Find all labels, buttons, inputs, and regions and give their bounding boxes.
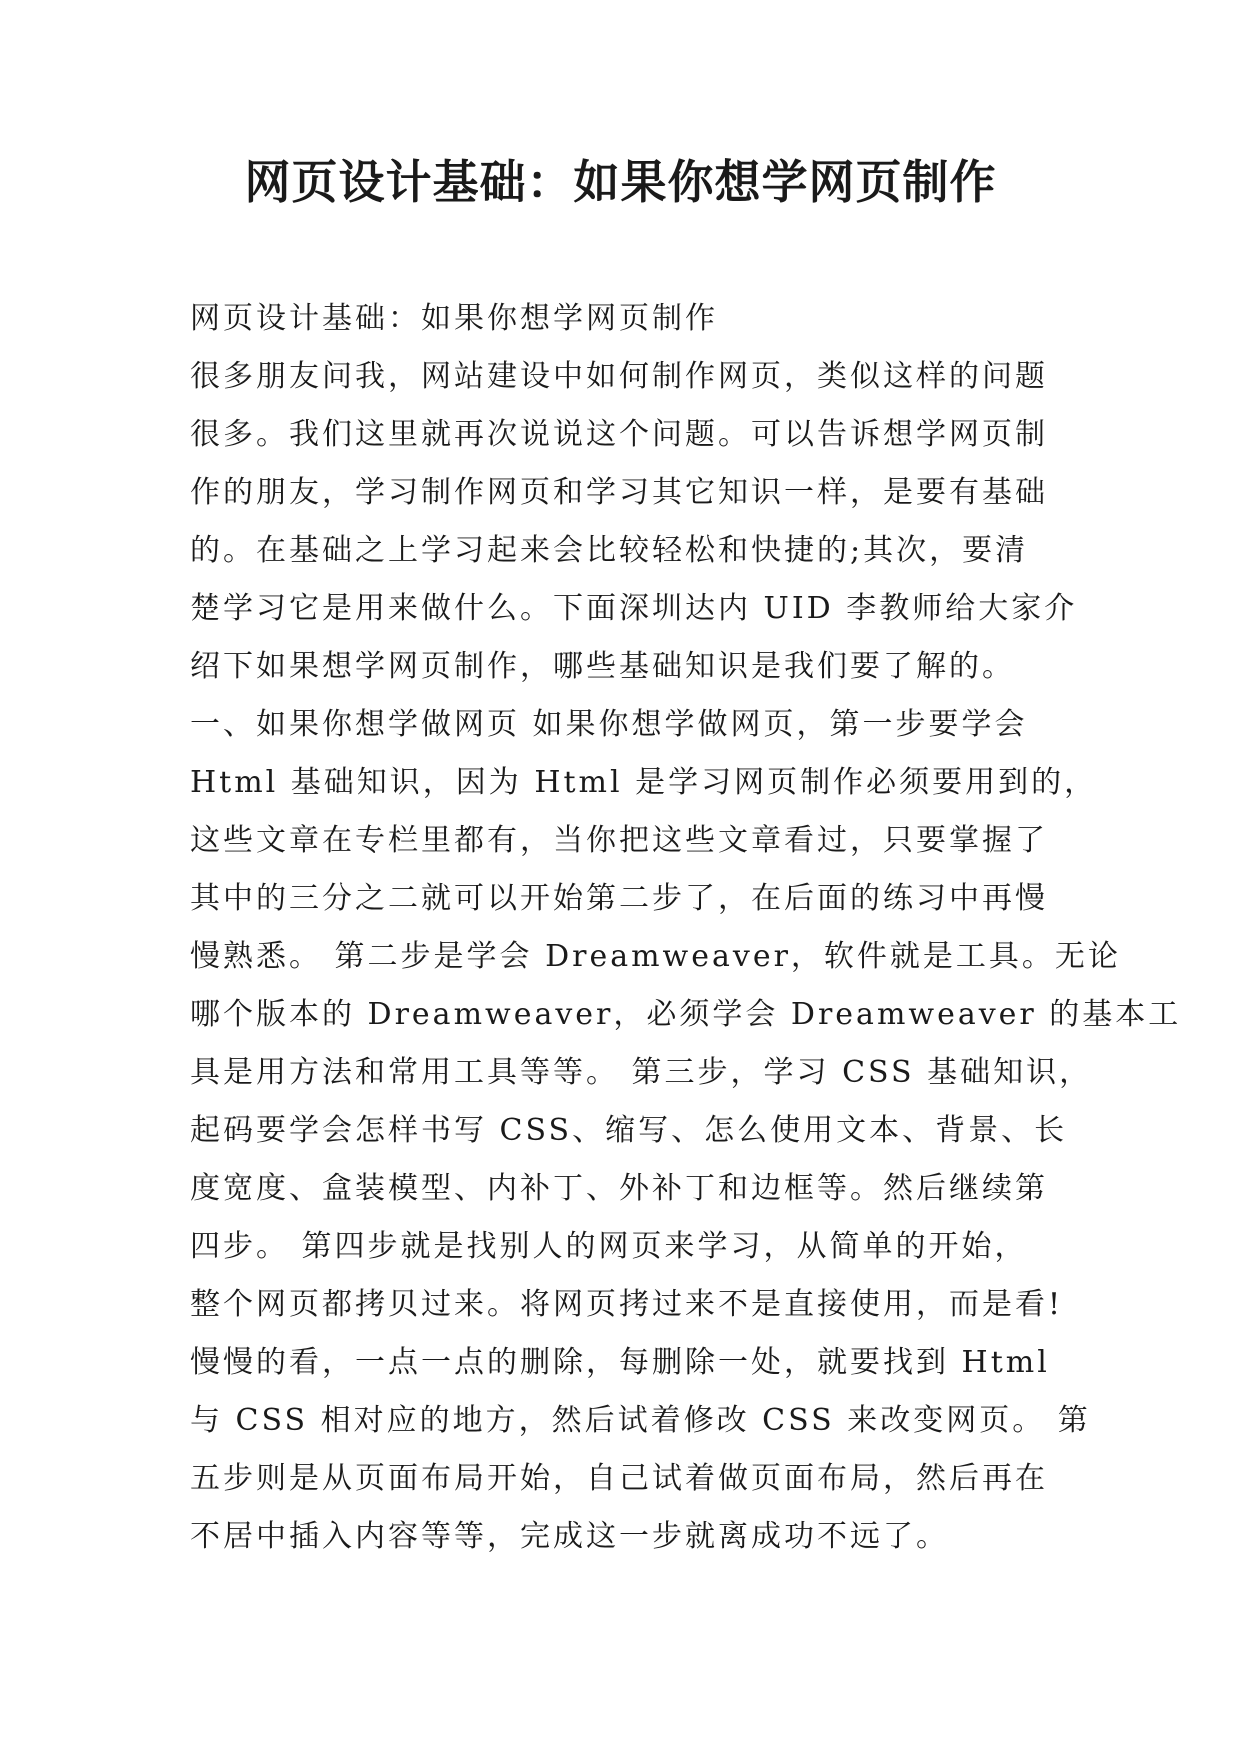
body-line: 这些文章在专栏里都有，当你把这些文章看过，只要掌握了 [190,823,1048,858]
body-line: 绍下如果想学网页制作，哪些基础知识是我们要了解的。 [190,649,1015,684]
body-line: 很多朋友问我，网站建设中如何制作网页，类似这样的问题 [190,359,1048,394]
body-line: 楚学习它是用来做什么。下面深圳达内 UID 李教师给大家介 [190,591,1078,626]
body-line: 四步。 第四步就是找别人的网页来学习，从简单的开始， [190,1229,1028,1264]
body-line: 网页设计基础：如果你想学网页制作 [190,301,718,336]
body-line: 哪个版本的 Dreamweaver，必须学会 Dreamweaver 的基本工 [190,997,1182,1032]
body-line: 整个网页都拷贝过来。将网页拷过来不是直接使用，而是看! [190,1287,1064,1322]
body-line: 其中的三分之二就可以开始第二步了，在后面的练习中再慢 [190,881,1048,916]
body-line: 五步则是从页面布局开始，自己试着做页面布局，然后再在 [190,1461,1048,1496]
body-line: 一、如果你想学做网页 如果你想学做网页，第一步要学会 [190,707,1028,742]
body-line: 作的朋友，学习制作网页和学习其它知识一样，是要有基础 [190,475,1048,510]
body-line: 起码要学会怎样书写 CSS、缩写、怎么使用文本、背景、长 [190,1113,1068,1148]
page-title: 网页设计基础：如果你想学网页制作 [244,155,997,209]
body-line: 具是用方法和常用工具等等。 第三步，学习 CSS 基础知识， [190,1055,1093,1090]
body-line: 不居中插入内容等等，完成这一步就离成功不远了。 [190,1519,949,1554]
body-line: 与 CSS 相对应的地方，然后试着修改 CSS 来改变网页。 第 [190,1403,1091,1438]
body-line: 慢熟悉。 第二步是学会 Dreamweaver，软件就是工具。无论 [190,939,1121,974]
body-text [190,290,1182,1566]
body-line: 度宽度、盒装模型、内补丁、外补丁和边框等。然后继续第 [190,1171,1048,1206]
body-line: Html 基础知识，因为 Html 是学习网页制作必须要用到的， [190,765,1098,800]
body-line: 的。在基础之上学习起来会比较轻松和快捷的;其次，要清 [190,533,1029,568]
body-line: 慢慢的看，一点一点的删除，每删除一处，就要找到 Html [190,1345,1050,1380]
body-line: 很多。我们这里就再次说说这个问题。可以告诉想学网页制 [190,417,1048,452]
